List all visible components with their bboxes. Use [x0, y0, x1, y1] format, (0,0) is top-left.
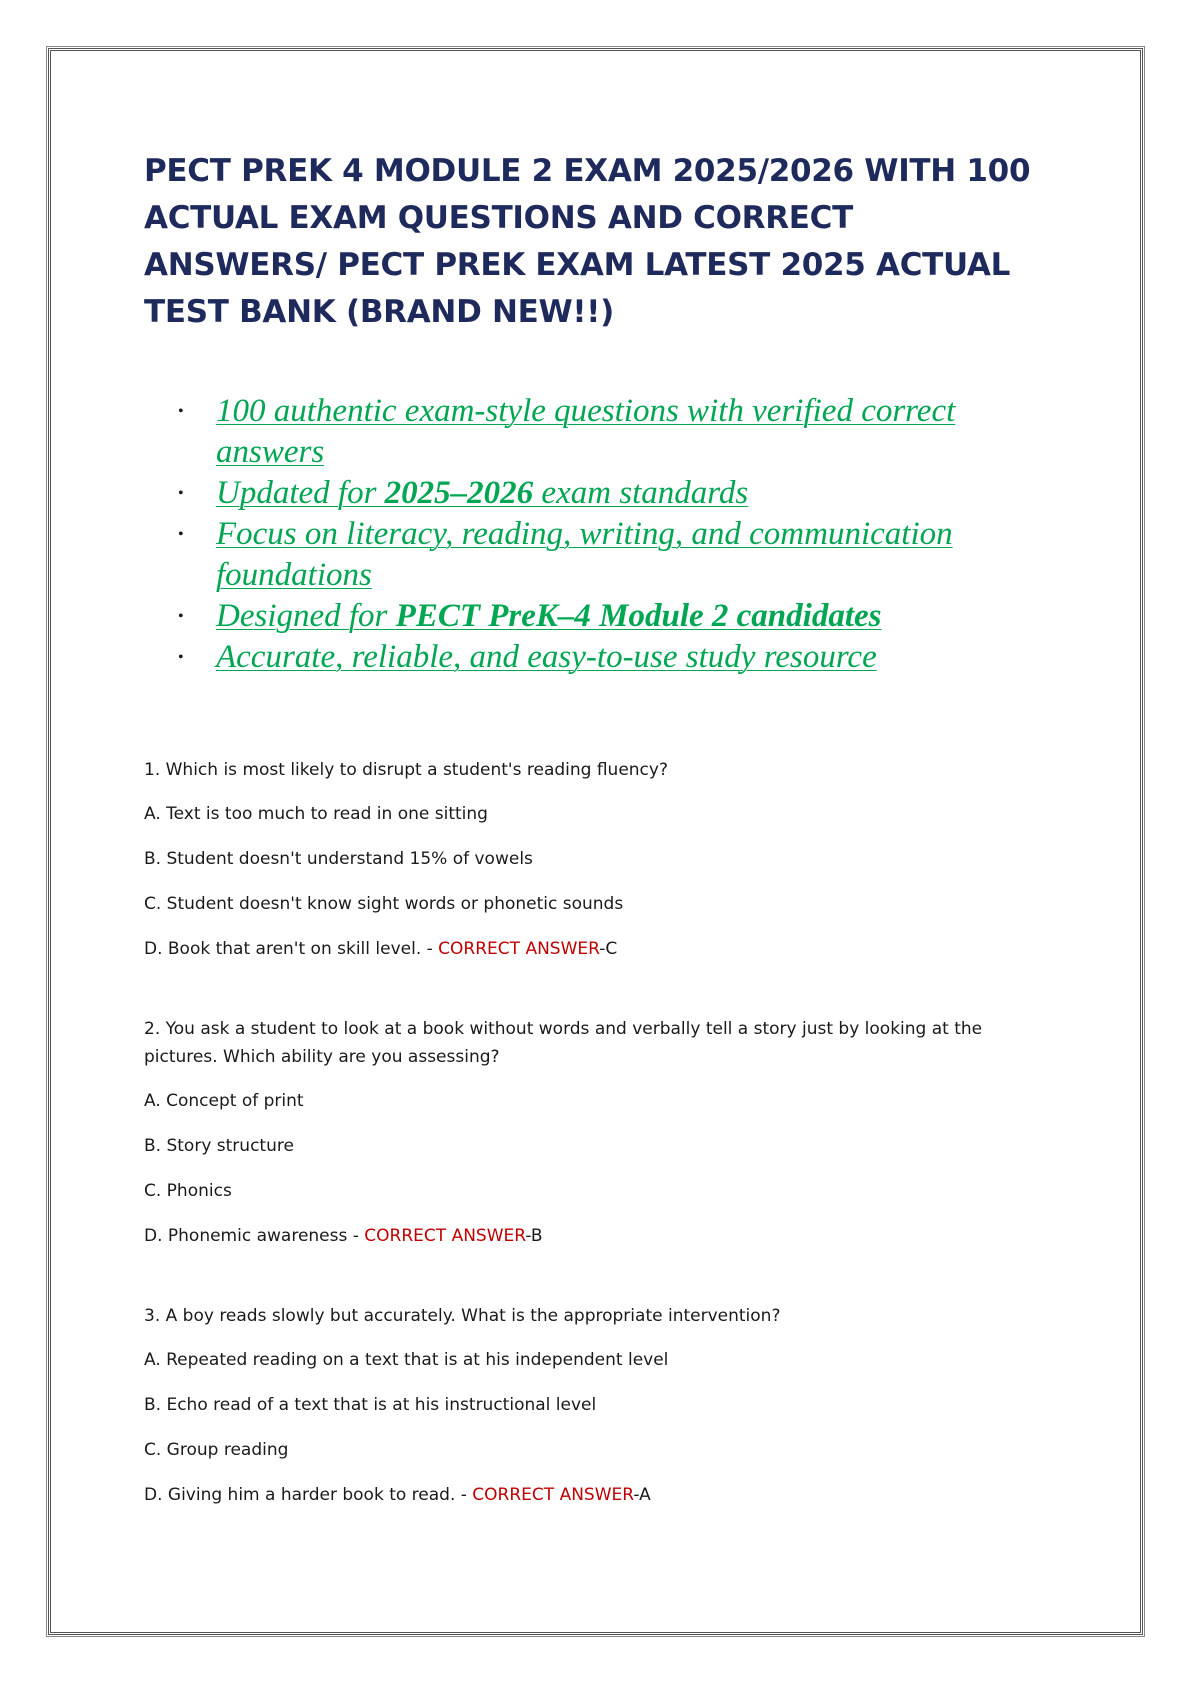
correct-answer-label: CORRECT ANSWER: [472, 1485, 634, 1505]
correct-answer-value: -A: [633, 1485, 651, 1505]
answer-option: C. Student doesn't know sight words or phonetic sounds: [144, 894, 624, 914]
correct-answer-value: -B: [525, 1226, 543, 1246]
question-text: 1. Which is most likely to disrupt a student's reading fluency?: [144, 760, 668, 780]
bullet-icon: •: [178, 649, 184, 666]
answer-option: B. Echo read of a text that is at his instructional level: [144, 1395, 597, 1415]
question-list: [144, 756, 1044, 1509]
feature-text: Updated for 2025–2026 exam standards: [216, 475, 749, 511]
answer-option: A. Text is too much to read in one sitting: [144, 804, 488, 824]
feature-item: [144, 391, 1044, 473]
answer-option: A. Concept of print: [144, 1091, 304, 1111]
bullet-icon: •: [178, 403, 184, 420]
feature-text: Focus on literacy, reading, writing, and communication foundations: [216, 516, 953, 593]
question-text: 2. You ask a student to look at a book without words and verbally tell a story just by looking at the pictures. Which ability are you assessing?: [144, 1019, 983, 1067]
question-block: [144, 756, 1044, 963]
answer-option-with-key: D. Giving him a harder book to read. - CORRECT ANSWER-A: [144, 1485, 651, 1505]
document-title: PECT PREK 4 MODULE 2 EXAM 2025/2026 WITH 100 ACTUAL EXAM QUESTIONS AND CORRECT ANSWERS/ PECT PREK EXAM LATEST 2025 ACTUAL TEST BANK (BRAND NEW!!): [144, 153, 1031, 330]
feature-list: [144, 391, 1044, 678]
question-block: [144, 1015, 1044, 1250]
answer-option: C. Group reading: [144, 1440, 289, 1460]
answer-option: A. Repeated reading on a text that is at his independent level: [144, 1350, 669, 1370]
feature-text: Designed for PECT PreK–4 Module 2 candidates: [216, 598, 882, 634]
document-content: [144, 148, 1044, 1561]
question-block: [144, 1302, 1044, 1509]
feature-text: 100 authentic exam-style questions with verified correct answers: [216, 393, 956, 470]
feature-item: [144, 473, 1044, 514]
feature-item: [144, 514, 1044, 596]
answer-option-with-key: D. Phonemic awareness - CORRECT ANSWER-B: [144, 1226, 543, 1246]
bullet-icon: •: [178, 485, 184, 502]
correct-answer-label: CORRECT ANSWER: [364, 1226, 526, 1246]
feature-text: Accurate, reliable, and easy-to-use study resource: [216, 639, 877, 675]
feature-item: [144, 596, 1044, 637]
correct-answer-label: CORRECT ANSWER: [438, 939, 600, 959]
answer-option: C. Phonics: [144, 1181, 232, 1201]
feature-item: [144, 637, 1044, 678]
question-text: 3. A boy reads slowly but accurately. What is the appropriate intervention?: [144, 1306, 781, 1326]
answer-option: B. Student doesn't understand 15% of vowels: [144, 849, 533, 869]
correct-answer-value: -C: [599, 939, 618, 959]
answer-option-with-key: D. Book that aren't on skill level. - CORRECT ANSWER-C: [144, 939, 618, 959]
answer-option: B. Story structure: [144, 1136, 294, 1156]
bullet-icon: •: [178, 608, 184, 625]
bullet-icon: •: [178, 526, 184, 543]
